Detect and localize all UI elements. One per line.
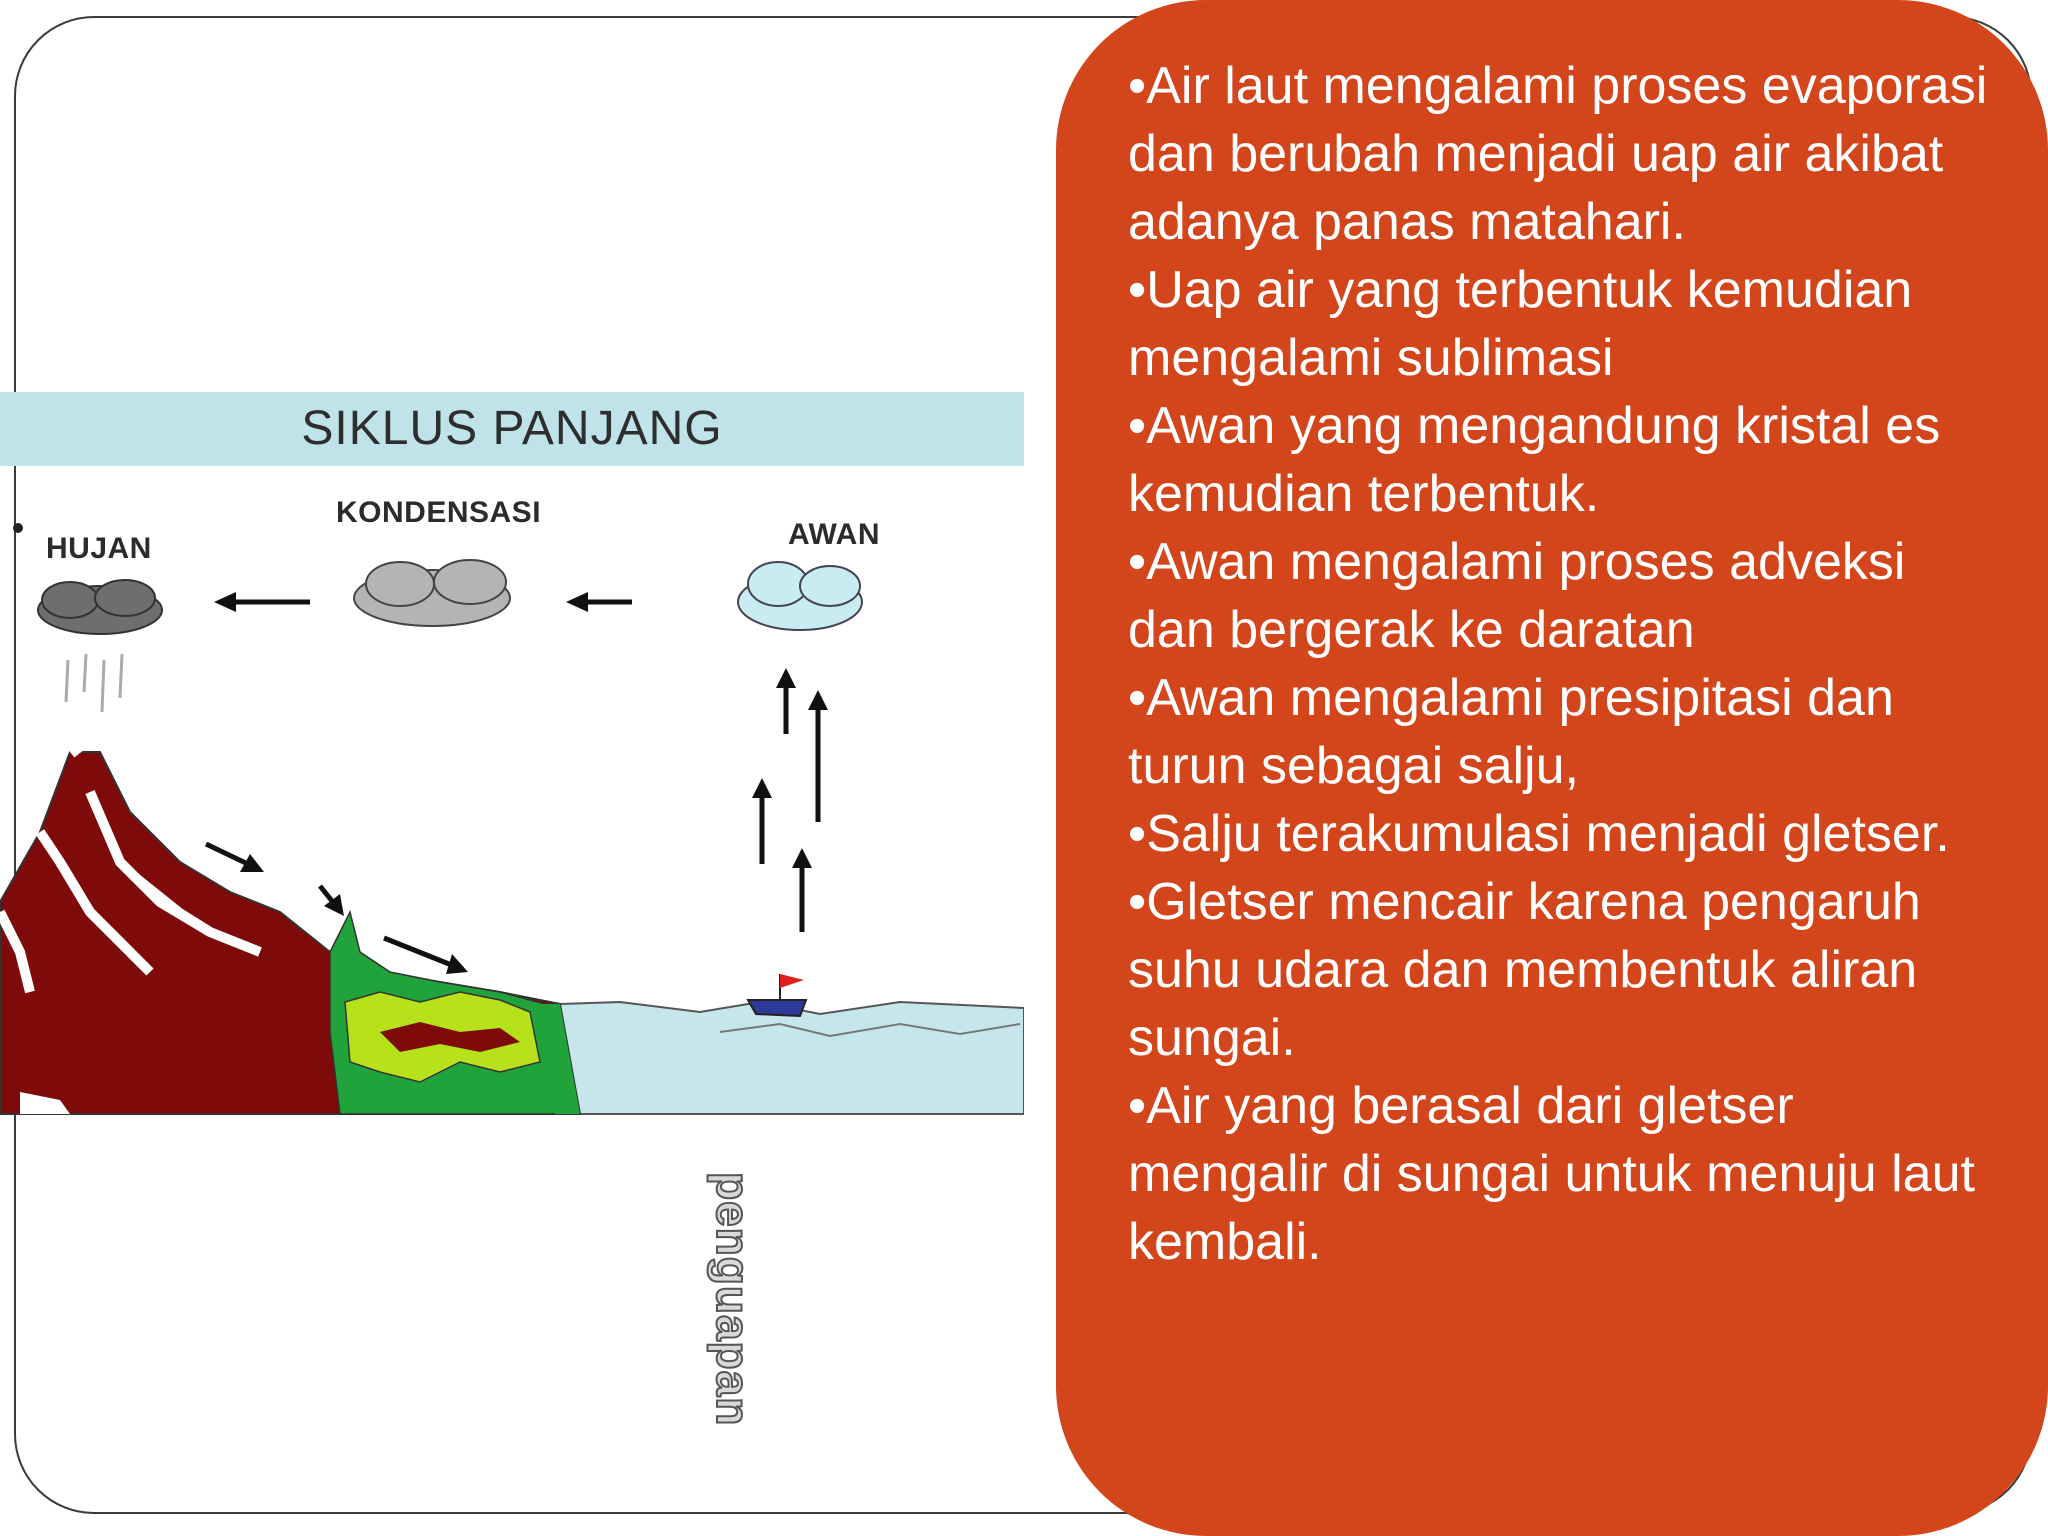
- label-penguapan: penguapan: [707, 1172, 759, 1427]
- sea-icon: [560, 1002, 1024, 1114]
- boat-icon: [748, 974, 806, 1016]
- rain-cloud-icon: [38, 580, 162, 712]
- condensation-cloud-icon: [354, 560, 510, 626]
- label-awan: AWAN: [788, 518, 880, 551]
- explanation-panel: [1056, 0, 2048, 1536]
- label-hujan: HUJAN: [46, 532, 152, 565]
- evaporation-arrows: [752, 668, 828, 932]
- water-cycle-diagram: [0, 392, 1024, 1427]
- bullet-item: •Awan mengalami proses adveksi dan bergerak ke daratan: [1128, 533, 1906, 659]
- bullet-item: •Air laut mengalami proses evaporasi dan berubah menjadi uap air akibat adanya panas matahari.: [1128, 57, 1988, 251]
- bullet-list: [1128, 52, 2004, 1276]
- diagram-title: SIKLUS PANJANG: [301, 402, 723, 455]
- bullet-item: •Air yang berasal dari gletser mengalir di sungai untuk menuju laut kembali.: [1128, 1077, 1975, 1271]
- bullet-item: •Awan yang mengandung kristal es kemudian terbentuk.: [1128, 397, 1941, 523]
- bullet-item: •Awan mengalami presipitasi dan turun sebagai salju,: [1128, 669, 1894, 795]
- label-kondensasi: KONDENSASI: [336, 496, 542, 529]
- cloud-icon: [738, 562, 862, 630]
- dot-marker: [13, 523, 23, 533]
- bullet-item: •Gletser mencair karena pengaruh suhu udara dan membentuk aliran sungai.: [1128, 873, 1921, 1067]
- bullet-item: •Salju terakumulasi menjadi gletser.: [1128, 805, 1950, 863]
- bullet-item: •Uap air yang terbentuk kemudian mengalami sublimasi: [1128, 261, 1913, 387]
